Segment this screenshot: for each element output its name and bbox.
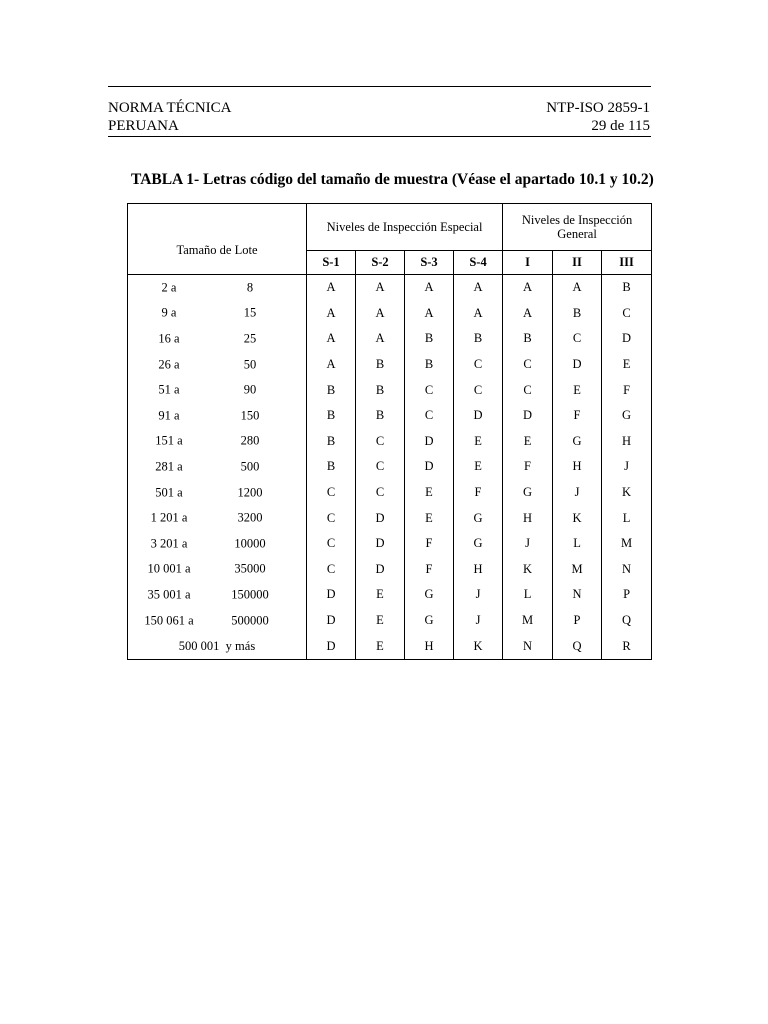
code-letter-cell: D bbox=[454, 403, 503, 429]
lot-size-to: 8 bbox=[246, 280, 254, 295]
code-letter-cell: M bbox=[553, 557, 602, 583]
table-row bbox=[128, 633, 652, 659]
header-bottom-rule bbox=[108, 136, 651, 137]
lot-size-to: 90 bbox=[243, 382, 257, 397]
code-letter-cell: J bbox=[454, 608, 503, 634]
lot-size-from: 1 201 a bbox=[150, 510, 188, 525]
code-letter-cell: E bbox=[356, 582, 405, 608]
code-letter-cell: D bbox=[307, 582, 356, 608]
code-letter-cell: J bbox=[602, 454, 652, 480]
lot-size-from: 10 001 a bbox=[147, 561, 191, 576]
code-letter-cell: H bbox=[503, 505, 553, 531]
code-letter-cell: N bbox=[602, 557, 652, 583]
lot-size-from: 91 a bbox=[158, 408, 180, 423]
lot-size-cell bbox=[128, 454, 307, 480]
code-letter-cell: A bbox=[356, 326, 405, 352]
table-row bbox=[128, 429, 652, 455]
table-row bbox=[128, 275, 652, 301]
lot-size-cell bbox=[128, 429, 307, 455]
table-row bbox=[128, 454, 652, 480]
code-letter-cell: F bbox=[454, 480, 503, 506]
lot-size-to: 150000 bbox=[231, 587, 269, 602]
code-letter-cell: C bbox=[356, 454, 405, 480]
code-letter-cell: B bbox=[503, 326, 553, 352]
code-letter-cell: B bbox=[307, 377, 356, 403]
sample-size-code-table bbox=[127, 203, 652, 660]
code-letter-cell: C bbox=[454, 352, 503, 378]
code-letter-cell: B bbox=[405, 326, 454, 352]
lot-size-to: 3200 bbox=[237, 510, 263, 525]
code-letter-cell: R bbox=[602, 633, 652, 659]
general-levels-header-text: Niveles de Inspección General bbox=[521, 213, 633, 241]
table-row bbox=[128, 608, 652, 634]
code-letter-cell: B bbox=[356, 352, 405, 378]
lot-size-last-label: 500 001 y más bbox=[178, 638, 256, 653]
code-letter-cell: E bbox=[553, 377, 602, 403]
code-letter-cell: A bbox=[454, 301, 503, 327]
lot-size-to: 50 bbox=[243, 357, 257, 372]
lot-size-to: 35000 bbox=[234, 561, 266, 576]
code-letter-cell: K bbox=[503, 557, 553, 583]
table-row bbox=[128, 480, 652, 506]
code-letter-cell: C bbox=[405, 403, 454, 429]
code-letter-cell: D bbox=[553, 352, 602, 378]
code-letter-cell: G bbox=[503, 480, 553, 506]
code-letter-cell: E bbox=[503, 429, 553, 455]
code-letter-cell: B bbox=[356, 377, 405, 403]
lot-size-cell bbox=[128, 480, 307, 506]
code-letter-cell: D bbox=[356, 557, 405, 583]
code-letter-cell: A bbox=[356, 275, 405, 301]
lot-size-cell bbox=[128, 403, 307, 429]
code-letter-cell: B bbox=[307, 454, 356, 480]
code-letter-cell: C bbox=[602, 301, 652, 327]
code-letter-cell: D bbox=[405, 454, 454, 480]
code-letter-cell: E bbox=[405, 505, 454, 531]
column-header-ii: II bbox=[553, 251, 602, 275]
code-letter-cell: C bbox=[356, 480, 405, 506]
code-letter-cell: J bbox=[454, 582, 503, 608]
code-letter-cell: A bbox=[405, 275, 454, 301]
table-row bbox=[128, 557, 652, 583]
code-letter-cell: A bbox=[307, 275, 356, 301]
code-letter-cell: E bbox=[602, 352, 652, 378]
code-letter-cell: A bbox=[307, 352, 356, 378]
code-letter-cell: C bbox=[307, 531, 356, 557]
lot-size-cell bbox=[128, 633, 307, 659]
code-letter-cell: K bbox=[553, 505, 602, 531]
code-letter-cell: B bbox=[553, 301, 602, 327]
code-letter-cell: D bbox=[307, 633, 356, 659]
column-header-s-2: S-2 bbox=[356, 251, 405, 275]
lot-size-to: 25 bbox=[243, 331, 257, 346]
code-letter-cell: E bbox=[454, 429, 503, 455]
code-letter-cell: F bbox=[553, 403, 602, 429]
general-levels-header bbox=[503, 204, 652, 251]
table-row bbox=[128, 377, 652, 403]
table-row bbox=[128, 326, 652, 352]
code-letter-cell: D bbox=[307, 608, 356, 634]
code-letter-cell: L bbox=[553, 531, 602, 557]
lot-size-to: 10000 bbox=[234, 536, 266, 551]
code-letter-cell: G bbox=[454, 505, 503, 531]
table-row bbox=[128, 301, 652, 327]
header-page-number: 29 de 115 bbox=[591, 118, 650, 134]
table-row bbox=[128, 582, 652, 608]
lot-size-header: Tamaño de Lote bbox=[128, 204, 307, 275]
code-letter-cell: E bbox=[356, 608, 405, 634]
code-letter-cell: J bbox=[553, 480, 602, 506]
code-letter-cell: G bbox=[454, 531, 503, 557]
lot-size-cell bbox=[128, 608, 307, 634]
code-letter-cell: A bbox=[503, 275, 553, 301]
lot-size-to: 15 bbox=[243, 305, 257, 320]
lot-size-cell bbox=[128, 557, 307, 583]
code-letter-cell: A bbox=[454, 275, 503, 301]
code-letter-cell: A bbox=[553, 275, 602, 301]
header-country: PERUANA bbox=[108, 118, 179, 134]
lot-size-cell bbox=[128, 352, 307, 378]
lot-size-from: 501 a bbox=[155, 485, 183, 500]
code-letter-cell: C bbox=[307, 505, 356, 531]
code-letter-cell: C bbox=[503, 377, 553, 403]
lot-size-cell bbox=[128, 582, 307, 608]
code-letter-cell: F bbox=[405, 531, 454, 557]
code-letter-cell: A bbox=[307, 326, 356, 352]
lot-size-from: 151 a bbox=[155, 433, 183, 448]
code-letter-cell: D bbox=[602, 326, 652, 352]
code-letter-cell: A bbox=[307, 301, 356, 327]
code-letter-cell: M bbox=[602, 531, 652, 557]
code-letter-cell: D bbox=[405, 429, 454, 455]
code-letter-cell: H bbox=[602, 429, 652, 455]
lot-size-from: 51 a bbox=[158, 382, 180, 397]
lot-size-cell bbox=[128, 326, 307, 352]
code-letter-cell: H bbox=[454, 557, 503, 583]
code-letter-cell: L bbox=[503, 582, 553, 608]
column-header-s-4: S-4 bbox=[454, 251, 503, 275]
code-letter-cell: G bbox=[405, 582, 454, 608]
code-letter-cell: D bbox=[356, 531, 405, 557]
code-letter-cell: C bbox=[307, 557, 356, 583]
code-letter-cell: F bbox=[503, 454, 553, 480]
code-letter-cell: Q bbox=[602, 608, 652, 634]
code-letter-cell: G bbox=[602, 403, 652, 429]
lot-size-cell bbox=[128, 377, 307, 403]
lot-size-cell bbox=[128, 531, 307, 557]
code-letter-cell: G bbox=[553, 429, 602, 455]
column-header-s-3: S-3 bbox=[405, 251, 454, 275]
lot-size-to: 280 bbox=[240, 433, 260, 448]
code-letter-cell: C bbox=[307, 480, 356, 506]
table-title: TABLA 1- Letras código del tamaño de muestra (Véase el apartado 10.1 y 10.2) bbox=[131, 171, 654, 188]
code-letter-cell: E bbox=[356, 633, 405, 659]
code-letter-cell: L bbox=[602, 505, 652, 531]
lot-size-from: 281 a bbox=[155, 459, 183, 474]
code-letter-cell: D bbox=[356, 505, 405, 531]
code-letter-cell: A bbox=[503, 301, 553, 327]
lot-size-to: 500 bbox=[240, 459, 260, 474]
lot-size-cell bbox=[128, 301, 307, 327]
code-letter-cell: P bbox=[553, 608, 602, 634]
code-letter-cell: B bbox=[356, 403, 405, 429]
code-letter-cell: F bbox=[405, 557, 454, 583]
header-standard-type: NORMA TÉCNICA bbox=[108, 100, 232, 116]
code-letter-cell: M bbox=[503, 608, 553, 634]
code-letter-cell: Q bbox=[553, 633, 602, 659]
lot-size-from: 16 a bbox=[158, 331, 180, 346]
header-standard-code: NTP-ISO 2859-1 bbox=[546, 100, 650, 116]
column-header-iii: III bbox=[602, 251, 652, 275]
lot-size-to: 500000 bbox=[231, 613, 269, 628]
code-letter-cell: D bbox=[503, 403, 553, 429]
code-letter-cell: C bbox=[553, 326, 602, 352]
code-letter-cell: G bbox=[405, 608, 454, 634]
code-letter-cell: B bbox=[307, 403, 356, 429]
lot-size-cell bbox=[128, 275, 307, 301]
code-letter-cell: J bbox=[503, 531, 553, 557]
code-letter-cell: E bbox=[405, 480, 454, 506]
lot-size-from: 150 061 a bbox=[144, 613, 194, 628]
lot-size-to: 1200 bbox=[237, 485, 263, 500]
code-letter-cell: N bbox=[553, 582, 602, 608]
lot-size-from: 9 a bbox=[161, 305, 177, 320]
lot-size-from: 26 a bbox=[158, 357, 180, 372]
code-letter-cell: B bbox=[602, 275, 652, 301]
code-letter-cell: B bbox=[454, 326, 503, 352]
code-letter-cell: H bbox=[405, 633, 454, 659]
code-letter-cell: K bbox=[602, 480, 652, 506]
lot-size-from: 2 a bbox=[161, 280, 177, 295]
header-top-rule bbox=[108, 86, 651, 87]
special-levels-header: Niveles de Inspección Especial bbox=[307, 204, 503, 251]
code-letter-cell: H bbox=[553, 454, 602, 480]
code-letter-cell: B bbox=[307, 429, 356, 455]
lot-size-from: 3 201 a bbox=[150, 536, 188, 551]
code-letter-cell: B bbox=[405, 352, 454, 378]
lot-size-from: 35 001 a bbox=[147, 587, 191, 602]
code-letter-cell: C bbox=[405, 377, 454, 403]
column-header-i: I bbox=[503, 251, 553, 275]
column-header-s-1: S-1 bbox=[307, 251, 356, 275]
code-letter-cell: F bbox=[602, 377, 652, 403]
code-letter-cell: C bbox=[454, 377, 503, 403]
lot-size-to: 150 bbox=[240, 408, 260, 423]
code-letter-cell: P bbox=[602, 582, 652, 608]
table-row bbox=[128, 505, 652, 531]
code-letter-cell: A bbox=[356, 301, 405, 327]
code-letter-cell: N bbox=[503, 633, 553, 659]
table-row bbox=[128, 403, 652, 429]
code-letter-cell: K bbox=[454, 633, 503, 659]
table-row bbox=[128, 352, 652, 378]
table-row bbox=[128, 531, 652, 557]
code-letter-cell: E bbox=[454, 454, 503, 480]
lot-size-cell bbox=[128, 505, 307, 531]
code-letter-cell: C bbox=[356, 429, 405, 455]
code-letter-cell: A bbox=[405, 301, 454, 327]
code-letter-cell: C bbox=[503, 352, 553, 378]
